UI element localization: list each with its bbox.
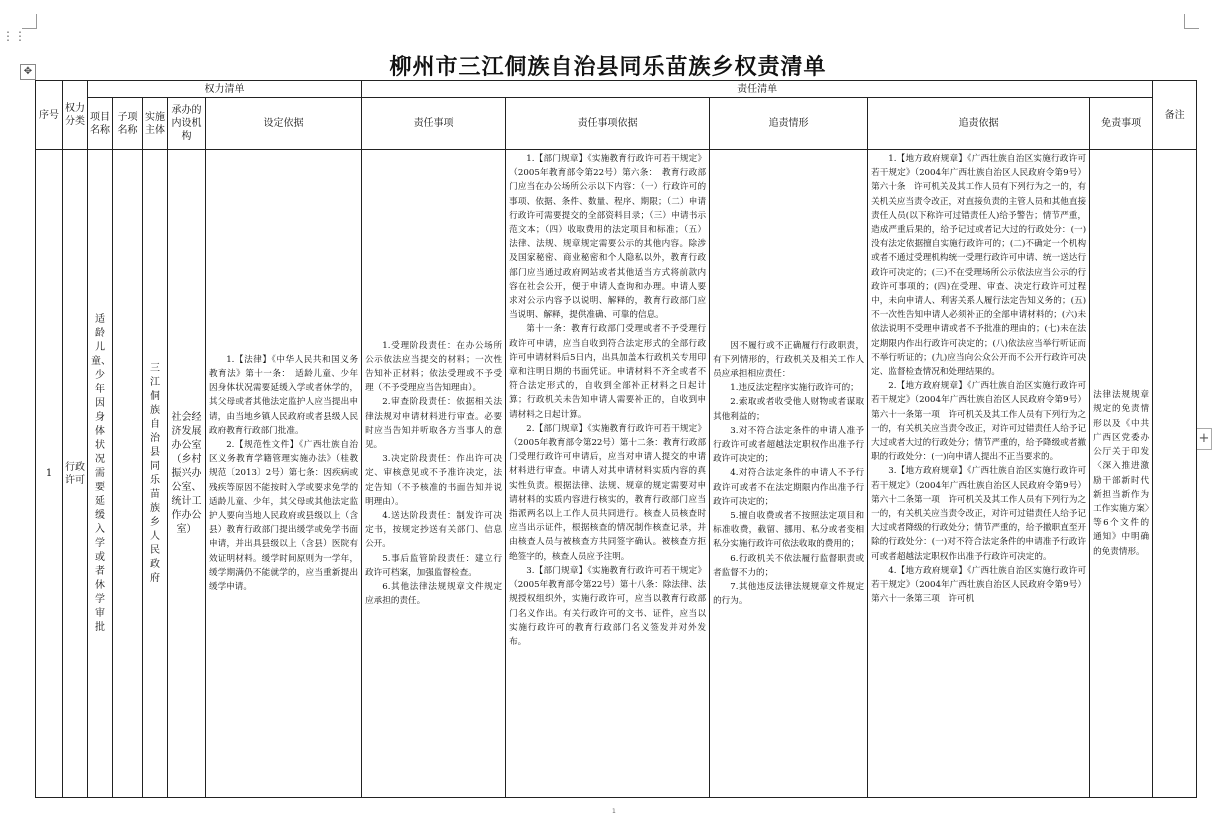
accountability-item: 3.对不符合法定条件的申请人准予行政许可或者超越法定职权作出准予行政许可决定的； [713, 425, 865, 465]
cell-item-name: 适龄儿童、少年因身体状况需要延缓入学或者休学审批 [88, 150, 113, 798]
duty-item: 5.事后监管阶段责任：建立行政许可档案，加强监督检查。 [365, 553, 503, 578]
cell-duty-items [362, 150, 506, 798]
cell-agency: 社会经济发展办公室（乡村振兴办公室、统计工作办公室） [168, 150, 206, 798]
table-move-icon[interactable]: ✥ [20, 64, 36, 80]
accountability-basis-paragraph: 4.【地方政府规章】《广西壮族自治区实施行政许可若干规定》（2004年广西壮族自治区人民政府令第9号）第六十一条第三项 许可机 [871, 565, 1087, 605]
basis-paragraph: 1.【法律】《中华人民共和国义务教育法》第十一条： 适龄儿童、少年因身体状况需要延缓入学或者休学的，其父母或者其他法定监护人应当提出申请，由当地乡镇人民政府或者县级人民政府教育行政部门批准。 [209, 354, 359, 436]
page-title: 柳州市三江侗族自治县同乐苗族乡权责清单 [389, 55, 827, 80]
header-subject: 实施主体 [143, 98, 168, 150]
add-column-button[interactable]: + [1196, 428, 1212, 450]
cell-category: 行政许可 [63, 150, 88, 798]
accountability-item: 5.擅自收费或者不按照法定项目和标准收费，截留、挪用、私分或者变相私分实施行政许可依法收取的费用的； [713, 511, 865, 550]
cell-accountability-basis [868, 150, 1090, 798]
header-exemption: 免责事项 [1090, 98, 1153, 150]
header-basis: 设定依据 [206, 98, 362, 150]
header-duty-basis: 责任事项依据 [506, 98, 710, 150]
cell-accountability [710, 150, 868, 798]
cell-exemption: 法律法规规章规定的免责情形以及《中共广西区党委办公厅关于印发〈深入推进激励干部新时代新担当新作为工作实施方案〉等6个文件的通知》中明确的免责情形。 [1090, 150, 1153, 798]
basis-paragraph: 2.【规范性文件】《广西壮族自治区义务教育学籍管理实施办法》（桂教规范〔2013〕2号）第七条：因疾病或残疾等原因不能按时入学或要求免学的适龄儿童、少年，其父母或其他法定监护人要向当地人民政府或县级以上（含县）教育行政部门提出缓学或免学书面申请，并出具县级以上（含县）医院有效证明材料。缓学时间原则为一学年，缓学期满仍不能就学的，应当重新提出缓学申请。 [209, 439, 359, 593]
cell-duty-basis [506, 150, 710, 798]
header-accountability: 追责情形 [710, 98, 868, 150]
duty-item: 3.决定阶段责任：作出许可决定、审核意见或不予准许决定，法定告知（不予核准的书面告知并说明理由）。 [365, 454, 503, 507]
drag-dots-icon[interactable]: ⋮⋮ [2, 29, 26, 43]
cell-subject: 三江侗族自治县同乐苗族乡人民政府 [143, 150, 168, 798]
accountability-item: 2.索取或者收受他人财物或者谋取其他利益的； [713, 397, 865, 422]
accountability-basis-paragraph: 1.【地方政府规章】《广西壮族自治区实施行政许可若干规定》（2004年广西壮族自治区人民政府令第9号）第六十条 许可机关及其工作人员有下列行为之一的，有关机关应当责令改正，对直接负责的主管人员和其他直接责任人员(以下称许可过错责任人)给予警告；情节严重，造成严重后果的，给予记过或者记大过的行政处分：(一)没有法定依据擅自实施行政许可的；(二)不确定一个机构或者不通过受理机构统一受理行政许可申请、统一送达行政许可决定的；(三)不在受理场所公示依法应当公示的行政许可事项的；(四)在受理、审查、决定行政许可过程中，未向申请人、利害关系人履行法定告知义务的；(五)不一次性告知申请人必须补正的全部申请材料的；(六)未依法说明不受理申请或者不予批准的理由的；(七)未在法定期限内作出行政许可决定的；(八)依法应当举行听证而不举行听证的；(九)应当向公众公开而不公开行政许可决定、监督检查情况和处理结果的。 [871, 154, 1087, 378]
duty-basis-paragraph: 第十一条：教育行政部门受理或者不予受理行政许可申请，应当自收到符合法定形式的全部行政许可申请材料后5日内，出具加盖本行政机关专用印章和注明日期的书面凭证。申请材料不齐全或者不符合法定形式的，自收到全部补正材料之日起计算；行政机关未告知申请人需要补正的，自收到申请材料之日起计算。 [509, 324, 707, 420]
cell-remarks [1153, 150, 1197, 798]
accountability-item: 因不履行或不正确履行行政职责，有下列情形的，行政机关及相关工作人员应承担相应责任： [713, 340, 865, 379]
duty-item: 2.审查阶段责任：依据相关法律法规对申请材料进行审查。必要时应当告知并听取各方当事人的意见。 [365, 397, 503, 450]
header-duty-items: 责任事项 [362, 98, 506, 150]
header-item-name: 项目名称 [88, 98, 113, 150]
header-accountability-basis: 追责依据 [868, 98, 1090, 150]
page-number: 1 [612, 808, 616, 815]
header-category: 权力分类 [63, 81, 88, 150]
duty-basis-paragraph: 1.【部门规章】《实施教育行政许可若干规定》（2005年教育部令第22号）第六条： 教育行政部门应当在办公场所公示以下内容：（一）行政许可的事项、依据、条件、数量、程序、期限；（二）申请行政许可需要提交的全部资料目录；（三）申请书示范文本；（四）收取费用的法定项目和标准；（五）法律、法规、规章规定需要公示的其他内容。除涉及国家秘密、商业秘密和个人隐私以外，教育行政部门应当通过政府网站或者其他适当方式将前款内容在社会公开，便于申请人查询和办理。申请人要求对公示内容予以说明、解释的，教育行政部门应当说明、解释，提供准确、可靠的信息。 [509, 154, 707, 321]
header-agency: 承办的内设机构 [168, 98, 206, 150]
duty-item: 4.送达阶段责任：制发许可决定书，按规定抄送有关部门、信息公开。 [365, 511, 503, 550]
accountability-item: 1.违反法定程序实施行政许可的； [730, 383, 859, 394]
accountability-item: 4.对符合法定条件的申请人不予行政许可或者不在法定期限内作出准予行政许可决定的； [713, 468, 865, 507]
duty-basis-paragraph: 3.【部门规章】《实施教育行政许可若干规定》（2005年教育部令第22号）第十八条：除法律、法规授权组织外，实施行政许可，应当以教育行政部门名义作出。有关行政许可的文书、证件，应当以实施行政许可的教育行政部门名义签发并对外发布。 [509, 565, 707, 647]
accountability-basis-paragraph: 2.【地方政府规章】《广西壮族自治区实施行政许可若干规定》（2004年广西壮族自治区人民政府令第9号）第六十一条第一项 许可机关及其工作人员有下列行为之一的，有关机关应当责令改正，对许可过错责任人给予记大过或者大过的行政处分；情节严重的，给予降级或者撤职的行政处分：(一)向申请人提出不正当要求的。 [871, 381, 1087, 463]
cell-seq: 1 [36, 150, 63, 798]
accountability-item: 7.其他违反法律法规规章文件规定的行为。 [713, 582, 865, 607]
table-row [36, 150, 1197, 798]
header-group-power: 权力清单 [88, 81, 362, 98]
accountability-basis-paragraph: 3.【地方政府规章】《广西壮族自治区实施行政许可若干规定》（2004年广西壮族自治区人民政府令第9号）第六十二条第一项 许可机关及其工作人员有下列行为之一的，有关机关应当责令改正，对许可过错责任人给予记大过或者降级的行政处分；情节严重的，给予撤职直至开除的行政处分：(一)对不符合法定条件的申请准予行政许可或者超越法定职权作出准予行政许可决定的。 [871, 466, 1087, 562]
duty-item: 6.其他法律法规规章文件规定应承担的责任。 [365, 582, 503, 607]
cell-basis [206, 150, 362, 798]
header-group-duty: 责任清单 [362, 81, 1153, 98]
header-remarks: 备注 [1153, 81, 1197, 150]
header-sub-item: 子项名称 [113, 98, 143, 150]
cell-sub-item [113, 150, 143, 798]
page-corner-mark-left [22, 14, 37, 29]
duty-basis-paragraph: 2.【部门规章】《实施教育行政许可若干规定》（2005年教育部令第22号）第十二条：教育行政部门受理行政许可申请后，应当对申请人提交的申请材料进行审查。申请人对其申请材料实质内容的真实性负责。根据法律、法规、规章的规定需要对申请材料的实质内容进行核实的，教育行政部门应当指派两名以上工作人员共同进行。核查人员核查时应当出示证件，根据核查的情况制作核查记录，并由核查人员与被核查方共同签字确认。被核查方拒绝签字的，核查人员应予注明。 [509, 423, 707, 562]
accountability-item: 6.行政机关不依法履行监督职责或者监督不力的； [713, 553, 865, 578]
responsibility-table [35, 80, 1197, 798]
header-seq: 序号 [36, 81, 63, 150]
page-corner-mark-right [1184, 14, 1199, 29]
duty-item: 1.受理阶段责任：在办公场所公示依法应当提交的材料；一次性告知补正材料；依法受理或不予受理（不予受理应当告知理由）。 [365, 340, 503, 394]
